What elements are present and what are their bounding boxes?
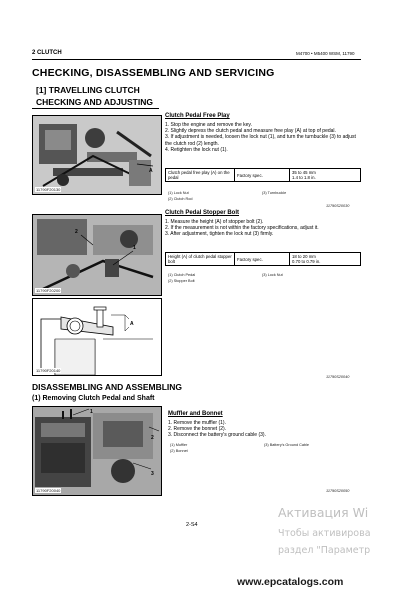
stopper-steps [165, 219, 361, 238]
header-section-label: 2 CLUTCH [32, 50, 62, 56]
svg-text:2: 2 [75, 229, 78, 235]
stopper-spec-table [165, 252, 361, 266]
free-play-code: 11790S20030 [326, 204, 350, 208]
stopper-ref-1: (1) Clutch Pedal [168, 273, 196, 277]
page-title: CHECKING, DISASSEMBLING AND SERVICING [32, 67, 275, 79]
free-play-step: 2. Slightly depress the clutch pedal and measure free play (A) at top of pedal. [165, 128, 336, 135]
svg-text:A: A [149, 168, 153, 174]
footer-website-link[interactable]: www.epcatalogs.com [237, 576, 344, 588]
free-play-ref-1: (1) Lock Nut [168, 191, 189, 195]
disassembly-heading: DISASSEMBLING AND ASSEMBLING [32, 382, 183, 392]
figure-stopper-bolt-diagram [32, 298, 162, 376]
muffler-step: 3. Disconnect the battery's ground cable (3). [168, 432, 266, 439]
header-rule [32, 59, 361, 60]
subheading-rule [32, 108, 159, 109]
muffler-step: 2. Remove the bonnet (2). [168, 426, 227, 433]
muffler-ref-1: (1) Muffler [170, 443, 188, 447]
spec-label: Height (A) of clutch pedal stopper bolt [166, 253, 235, 266]
stopper-ref-3: (3) Lock Nut [262, 273, 283, 277]
activation-watermark-line2: Чтобы активирова [278, 528, 371, 539]
figure-stopper-bolt-photo [32, 214, 162, 296]
svg-text:3: 3 [151, 471, 154, 477]
muffler-ref-3: (3) Battery's Ground Cable [264, 443, 310, 447]
svg-text:2: 2 [151, 435, 154, 441]
muffler-code: 11790S20050 [326, 489, 350, 493]
free-play-step: 4. Retighten the lock nut (1). [165, 146, 228, 153]
svg-text:A: A [130, 321, 134, 327]
muffler-title: Muffler and Bonnet [168, 411, 223, 417]
spec-value [290, 253, 361, 266]
spec-value-mm: 35 to 45 mm [292, 170, 316, 175]
free-play-step: 1. Stop the engine and remove the key. [165, 122, 252, 128]
figure-stopper-bolt-diagram-drawing [33, 299, 161, 375]
figure-muffler-bonnet [32, 406, 162, 496]
free-play-title: Clutch Pedal Free Play [165, 113, 230, 119]
figure-stopper-bolt-photo-drawing [33, 215, 161, 295]
stopper-ref-2: (2) Stopper Bolt [168, 279, 195, 283]
free-play-ref-2: (2) Clutch Rod [168, 197, 193, 201]
svg-text:1: 1 [90, 409, 93, 415]
figure-clutch-free-play [32, 115, 162, 195]
stopper-code: 11790S20040 [326, 375, 350, 379]
activation-watermark-line3: раздел "Параметр [278, 545, 371, 556]
free-play-ref-3: (3) Turnbuckle [262, 191, 287, 195]
header-manual-code: M4700 • M5400 WSM, 11790 [296, 51, 355, 56]
spec-type: Factory spec. [235, 253, 290, 266]
figure-label: 11790F20130 [36, 187, 61, 192]
spec-value [290, 169, 361, 182]
disassembly-subheading: (1) Removing Clutch Pedal and Shaft [32, 395, 155, 402]
stopper-step: 1. Measure the height (A) of stopper bolt (2). [165, 219, 264, 225]
spec-value-mm: 18 to 20 mm [292, 254, 316, 259]
free-play-spec-table [165, 168, 361, 182]
stopper-step: 2. If the measurement is not within the factory specifications, adjust it. [165, 225, 319, 232]
muffler-step: 1. Remove the muffler (1). [168, 420, 226, 426]
figure-label: 11790F20040 [36, 488, 61, 493]
section-heading: [1] TRAVELLING CLUTCH [36, 85, 140, 95]
page-number: 2-S4 [186, 522, 198, 528]
stopper-step: 3. After adjustment, tighten the lock nut (3) firmly. [165, 231, 274, 238]
spec-label: Clutch pedal free play (A) on the pedal [166, 169, 235, 182]
figure-label: 11790F20140 [36, 368, 61, 373]
muffler-ref-2: (2) Bonnet [170, 449, 188, 453]
figure-muffler-bonnet-drawing [33, 407, 161, 495]
spec-value-in: 0.70 to 0.79 in. [292, 259, 321, 264]
activation-watermark-line1: Активация Wi [278, 505, 369, 520]
figure-clutch-free-play-drawing [33, 116, 161, 194]
section-subheading: CHECKING AND ADJUSTING [36, 97, 153, 107]
muffler-steps [168, 420, 361, 439]
spec-value-in: 1.4 to 1.8 in. [292, 175, 316, 180]
free-play-step: 3. If adjustment is needed, loosen the lock nut (1), and turn the turnbuckle (3) to adjust the clutch rod (2) length. [165, 134, 356, 147]
spec-type: Factory spec. [235, 169, 290, 182]
stopper-title: Clutch Pedal Stopper Bolt [165, 210, 240, 216]
figure-label: 11790F20200 [36, 288, 61, 293]
free-play-steps [165, 122, 361, 153]
svg-text:1: 1 [133, 245, 136, 251]
